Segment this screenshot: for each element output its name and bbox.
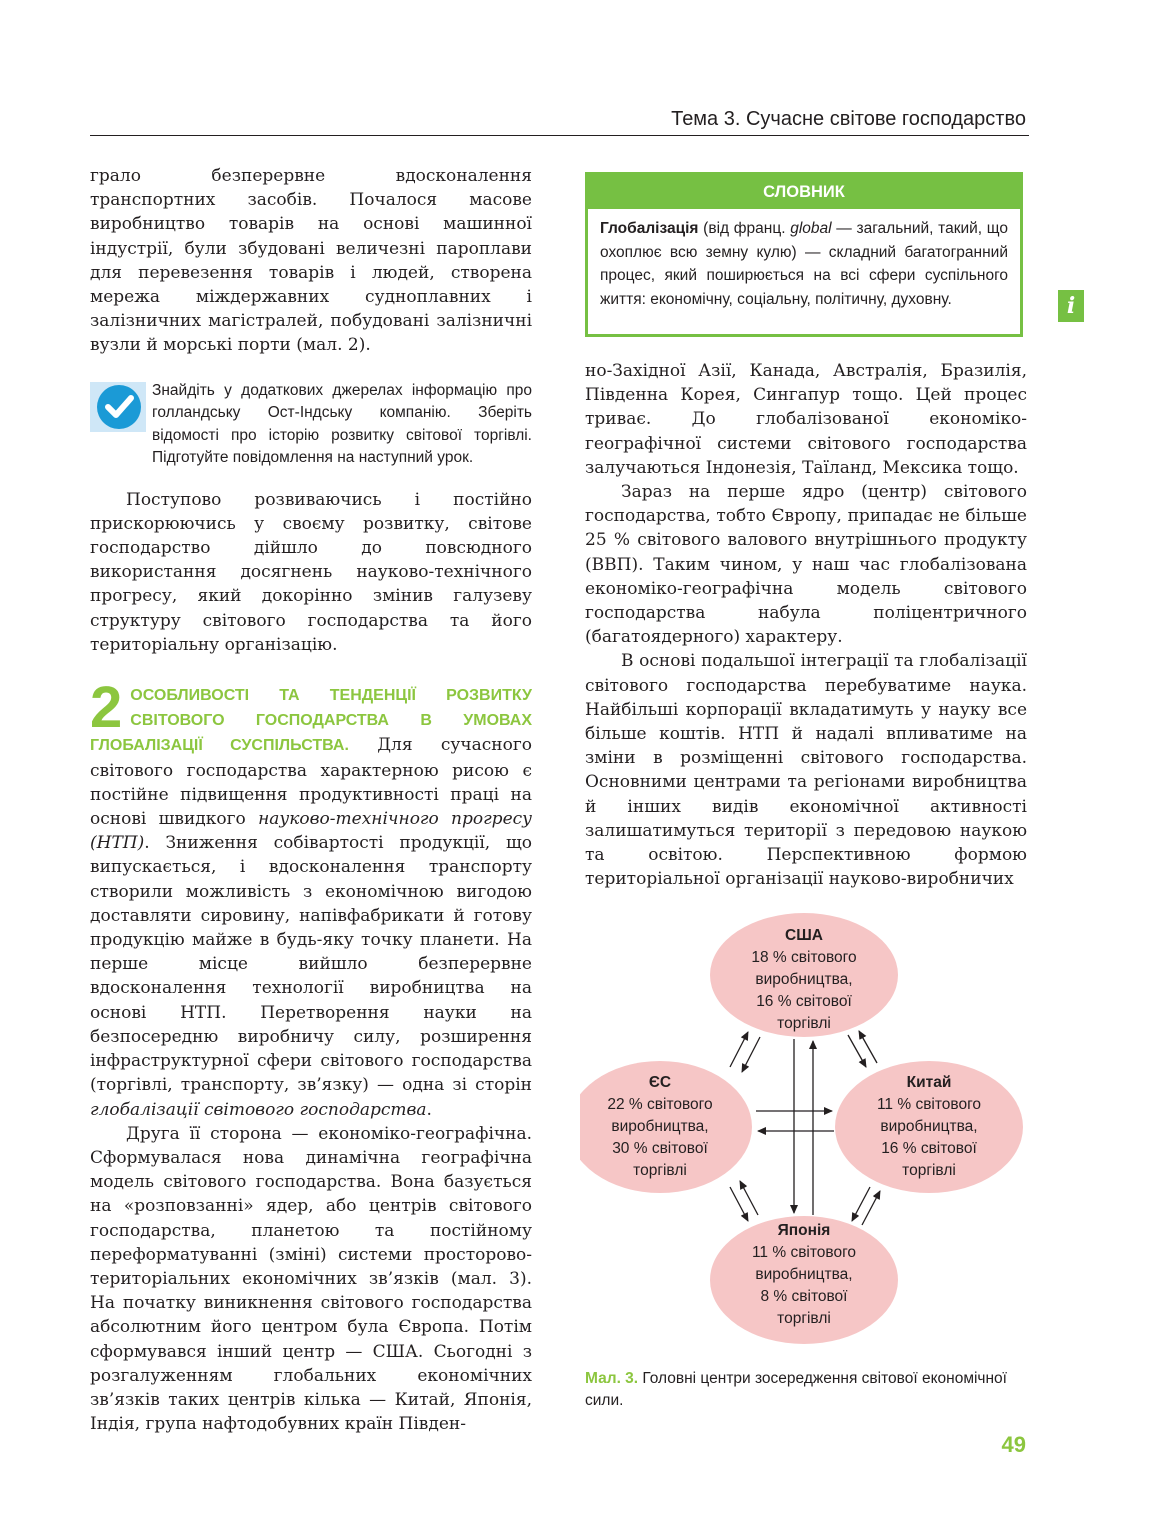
foreign-word: global <box>790 220 832 237</box>
text-run: . <box>426 1099 432 1120</box>
right-column <box>585 359 1027 891</box>
caption-text: Головні центри зосередження світової економічної сили. <box>585 1370 1007 1409</box>
node-line: виробництва, <box>755 1266 853 1283</box>
paragraph: В основі подальшої інтеграції та глобалізації світового господарства перебуватиме наука. Найбільші корпорації вкладатимуть у науку все більше коштів. НТП й надалі впливатиме на зміни в розміщенні світового господарства. Основними центрами та регіонами виробництва й інших видів економічної активності залишатимуться території з передовою наукою та освітою. Перспективною формою територіальної організації науково-виробничих <box>585 651 1027 890</box>
node-line: 11 % світового <box>751 1244 857 1261</box>
node-line: 18 % світового <box>751 949 857 966</box>
node-line: виробництва, <box>611 1118 709 1135</box>
page-header-title: Тема 3. Сучасне світове господарство <box>671 108 1026 130</box>
term-globalization: глобалізації світового господарства <box>90 1099 427 1120</box>
paragraph: но-Західної Азії, Канада, Австралія, Бразилія, Південна Корея, Сингапур тощо. Цей процес триває. До глобалізованої економіко-географічної системи світового господарства залучаються Індонезія, Таїланд, Мексика тощо. <box>585 361 1027 478</box>
left-column <box>90 164 532 1436</box>
node-line: торгівлі <box>777 1015 831 1032</box>
node-line: виробництва, <box>880 1118 978 1135</box>
node-line: торгівлі <box>777 1310 831 1327</box>
info-tab-icon: i <box>1058 290 1084 322</box>
glossary-body <box>588 209 1020 311</box>
node-line: 11 % світового <box>876 1096 982 1113</box>
node-name: Японія <box>777 1222 831 1239</box>
node-eu <box>580 1072 740 1182</box>
arrow-eu-usa <box>730 1032 748 1067</box>
text-run: (від франц. <box>698 220 791 237</box>
text-run: — загальний, такий, що охоплює всю земну кулю) — складний багатогранний процес, який поширюється на всі сфери суспільного життя: економічну, соціальну, політичну, духовну. <box>600 220 1009 308</box>
node-china <box>849 1072 1009 1182</box>
node-line: 16 % світової <box>881 1140 977 1157</box>
checkmark-icon <box>90 380 152 470</box>
figure-caption <box>585 1368 1025 1412</box>
paragraph: Поступово розвиваючись і постійно прискорюючись у своєму розвитку, світове господарство дійшло до повсюдного використання досягнень науково-технічного прогресу, який докорінно змінив галузеву структуру світового господарства та його територіальну організацію. <box>90 489 532 655</box>
section-number: 2 <box>90 675 123 741</box>
section-paragraph <box>90 675 533 1122</box>
task-block <box>90 380 532 470</box>
caption-label: Мал. 3. <box>585 1370 639 1387</box>
glossary-term: Глобалізація <box>600 220 699 237</box>
glossary-box <box>585 172 1023 337</box>
node-line: торгівлі <box>902 1162 956 1179</box>
node-japan <box>724 1220 884 1330</box>
term-ntp: науково-технічного прогресу (НТП) <box>90 809 533 854</box>
paragraph: грало безперервне вдосконалення транспортних засобів. Почалося масове виробництво товарів на основі машинної індустрії, були збудовані величезні пароплави для перевезення товарів і людей, створена мережа міждержавних судноплавних і залізничних магістралей, побудовані залізничні вузли й морські порти (мал. 2). <box>90 166 532 356</box>
arrow-usa-eu <box>742 1037 760 1072</box>
node-line: 16 % світової <box>756 993 852 1010</box>
node-line: 8 % світової <box>760 1288 848 1305</box>
node-line: торгівлі <box>633 1162 687 1179</box>
economic-centers-diagram <box>580 905 1040 1355</box>
page-number: 49 <box>1001 1432 1026 1457</box>
task-text: Знайдіть у додаткових джерелах інформацію про голландську Ост-Індську компанію. Зберіть відомості про історію розвитку світової торгівлі. Підготуйте повідомлення на наступний урок. <box>152 381 532 467</box>
node-name: ЄС <box>648 1074 672 1091</box>
node-name: США <box>785 927 823 944</box>
node-usa <box>724 925 884 1035</box>
paragraph: Зараз на перше ядро (центр) світового господарства, тобто Європу, припадає не більше 25 % світового валового внутрішнього продукту (ВВП). Таким чином, у наш час глобалізована економіко-географічна модель світового господарства набула поліцентричного (багатоядерного) характеру. <box>585 482 1027 648</box>
header-divider <box>90 135 1029 136</box>
node-line: 22 % світового <box>607 1096 713 1113</box>
node-line: виробництва, <box>755 971 853 988</box>
text-run: . Зниження собівартості продукції, що випускається, і вдосконалення транспорту створили можливість з економічною вигодою доставляти сировину, напівфабрикати й готову продукцію майже в будь-яку точку планети. На перше місце вийшло безперервне вдосконалення технології виробництва на основі НТП. Перетворення науки на безпосередню виробничу силу, розширення інфраструктурної сфери світового господарства (торгівлі, транспорту, зв’язку) — одна зі сторін <box>90 833 532 1096</box>
glossary-title: СЛОВНИК <box>588 175 1020 209</box>
text-run: Для сучасного світового господарства характерною рисою є постійне підвищення продуктивності праці на основі швидкого <box>90 735 532 830</box>
section-heading: ОСОБЛИВОСТІ ТА ТЕНДЕНЦІЇ РОЗВИТКУ СВІТОВОГО ГОСПОДАРСТВА В УМОВАХ ГЛОБАЛІЗАЦІЇ СУСПІЛЬСТВА. <box>90 687 532 755</box>
node-line: 30 % світової <box>612 1140 708 1157</box>
node-name: Китай <box>906 1074 952 1091</box>
paragraph: Друга її сторона — економіко-географічна. Сформувалася нова динамічна географічна модель світового господарства. Вона базується на «розповзанні» ядер, або центрів світового господарства, планетою та постійному переформатуванні (зміні) системи просторово-територіальних економічних зв’язків (мал. 3). На початку виникнення світового господарства абсолютним його центром була Європа. Потім сформувався інший центр — США. Сьогодні з розгалуженням глобальних економічних зв’язків таких центрів кілька — Китай, Японія, Індія, група нафтодобувних країн Півден- <box>90 1123 532 1435</box>
